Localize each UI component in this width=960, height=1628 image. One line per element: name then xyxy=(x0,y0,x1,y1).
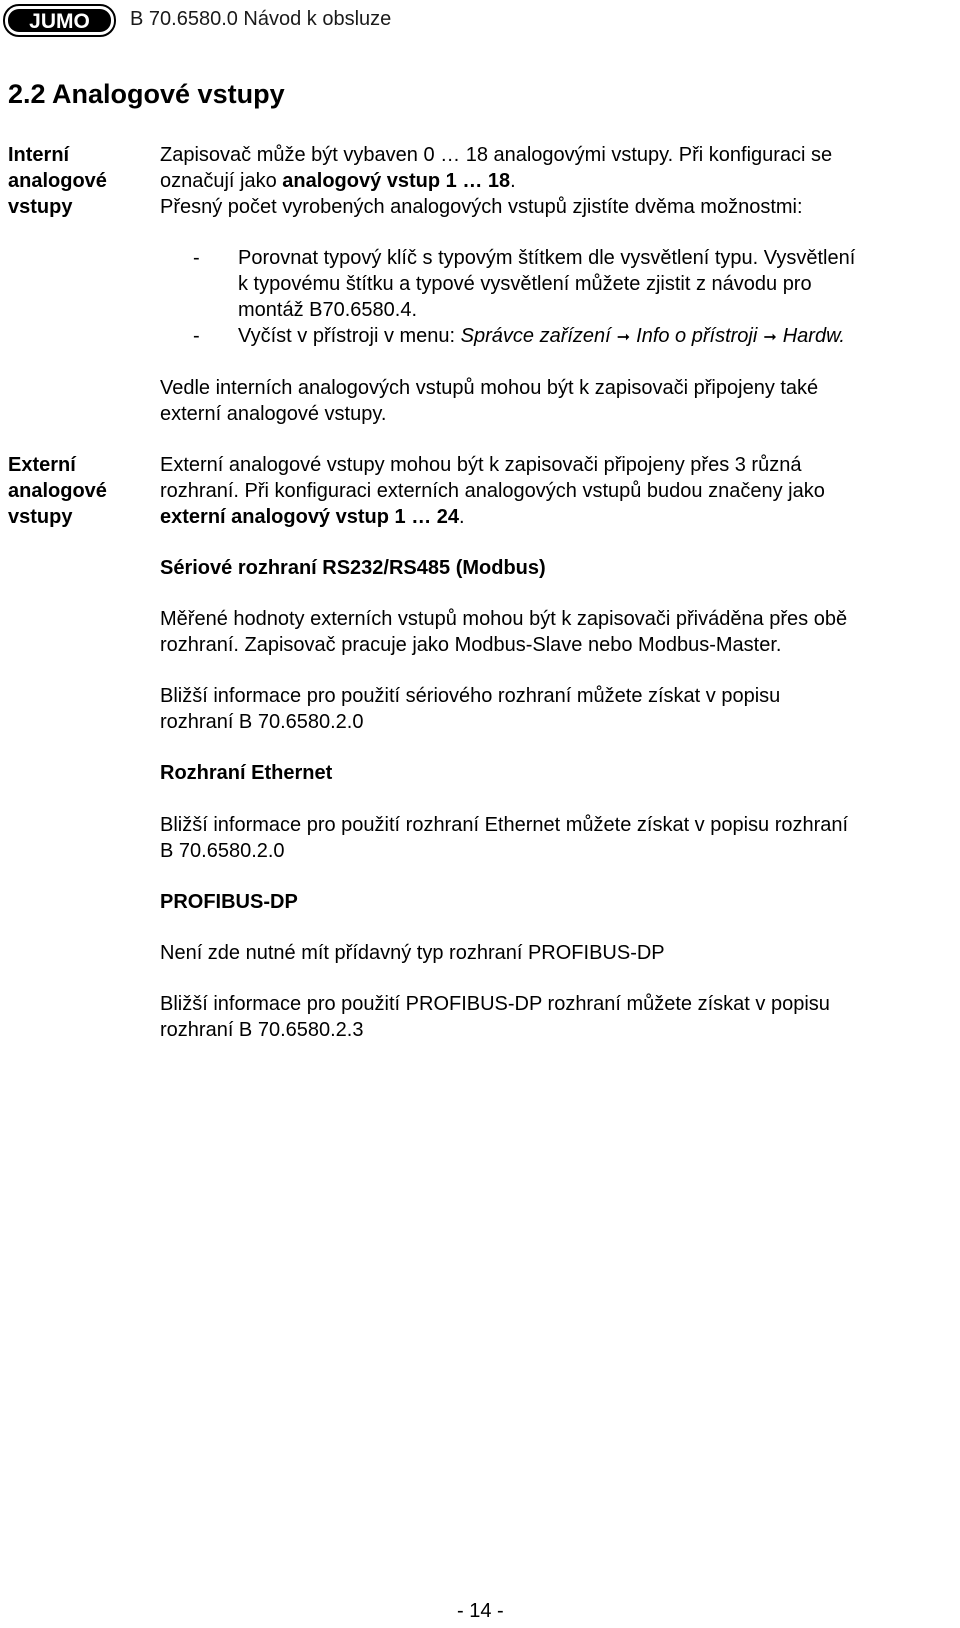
menu-path-2: Info o přístroji xyxy=(636,325,758,347)
bullet-dash: - xyxy=(193,325,200,347)
page-header xyxy=(0,0,960,40)
section-title: 2.2 Analogové vstupy xyxy=(8,79,285,109)
bullet-item-2 xyxy=(238,323,948,351)
text-line: Není zde nutné mít přídavný typ rozhraní PROFIBUS-DP xyxy=(160,942,665,964)
text-line: Přesný počet vyrobených analogových vstupů zjistíte dvěma možnostmi: xyxy=(160,196,803,218)
jumo-logo xyxy=(3,4,116,37)
text-line: Zapisovač může být vybaven 0 … 18 analogovými vstupy. Při konfiguraci se xyxy=(160,144,833,166)
external-inputs-label xyxy=(8,452,107,530)
text-line: montáž B70.6580.4. xyxy=(238,299,418,321)
internal-inputs-label xyxy=(8,142,107,220)
text-run: označují jako xyxy=(160,170,283,192)
text-run-bold: externí analogový vstup 1 … 24 xyxy=(160,506,459,528)
arrow-right-icon: ➞ xyxy=(616,329,631,346)
arrow-right-icon: ➞ xyxy=(763,329,777,346)
text-line: Bližší informace pro použití PROFIBUS-DP rozhraní můžete získat v popisu xyxy=(160,993,830,1015)
text-line: Bližší informace pro použití sériového rozhraní můžete získat v popisu xyxy=(160,685,781,707)
label-line: Interní xyxy=(8,144,70,166)
serial-paragraph-2 xyxy=(160,683,950,735)
external-paragraph-1 xyxy=(160,452,950,530)
label-line: analogové xyxy=(8,480,107,502)
label-line: vstupy xyxy=(8,196,73,218)
text-line: B 70.6580.2.0 xyxy=(160,840,285,862)
profibus-paragraph-1 xyxy=(160,940,950,966)
text-line: Měřené hodnoty externích vstupů mohou být k zapisovači přiváděna přes obě xyxy=(160,608,848,630)
logo-text: JUMO xyxy=(29,10,90,33)
menu-path-1: Správce zařízení xyxy=(460,325,611,347)
text-line: Externí analogové vstupy mohou být k zapisovači připojeny přes 3 různá xyxy=(160,454,802,476)
serial-heading: Sériové rozhraní RS232/RS485 (Modbus) xyxy=(160,557,546,579)
text-line: rozhraní. Při konfiguraci externích analogových vstupů budou značeny jako xyxy=(160,480,825,502)
text-line: Bližší informace pro použití rozhraní Ethernet můžete získat v popisu rozhraní xyxy=(160,814,849,836)
text-line xyxy=(160,504,950,530)
label-line: analogové xyxy=(8,170,107,192)
text-line xyxy=(160,168,950,194)
internal-paragraph-1 xyxy=(160,142,950,220)
text-run: . xyxy=(459,506,465,528)
bullet-item-1 xyxy=(238,245,948,323)
text-run: Vyčíst v přístroji v menu: xyxy=(238,325,461,347)
text-line: Vedle interních analogových vstupů mohou být k zapisovači připojeny také xyxy=(160,377,819,399)
text-line: Porovnat typový klíč s typovým štítkem dle vysvětlení typu. Vysvětlení xyxy=(238,247,856,269)
text-line: rozhraní B 70.6580.2.3 xyxy=(160,1019,364,1041)
text-run-bold: analogový vstup 1 … 18 xyxy=(282,170,511,192)
profibus-heading: PROFIBUS-DP xyxy=(160,891,298,913)
text-line: rozhraní. Zapisovač pracuje jako Modbus-Slave nebo Modbus-Master. xyxy=(160,634,782,656)
bullet-dash: - xyxy=(193,247,200,269)
label-line: Externí xyxy=(8,454,76,476)
menu-path-3: Hardw. xyxy=(782,325,845,347)
page-number: - 14 - xyxy=(457,1600,504,1622)
text-line: rozhraní B 70.6580.2.0 xyxy=(160,711,364,733)
profibus-paragraph-2 xyxy=(160,991,950,1043)
ethernet-heading: Rozhraní Ethernet xyxy=(160,762,333,784)
serial-paragraph-1 xyxy=(160,606,950,658)
text-line: externí analogové vstupy. xyxy=(160,403,387,425)
internal-paragraph-2 xyxy=(160,375,950,427)
text-line: k typovému štítku a typové vysvětlení můžete zjistit z návodu pro xyxy=(238,273,812,295)
ethernet-paragraph xyxy=(160,812,950,864)
label-line: vstupy xyxy=(8,506,73,528)
document-title: B 70.6580.0 Návod k obsluze xyxy=(130,8,392,30)
text-run: . xyxy=(510,170,516,192)
